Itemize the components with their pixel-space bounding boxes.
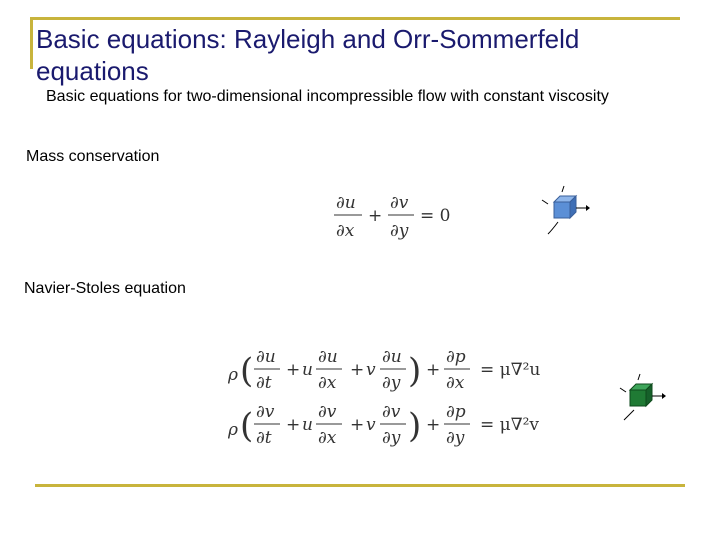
svg-text:= 0: = 0: [420, 206, 451, 226]
svg-text:∂x: ∂x: [446, 373, 465, 393]
svg-text:v: v: [366, 360, 376, 380]
svg-text:∂x: ∂x: [318, 373, 337, 393]
svg-text:u: u: [302, 360, 313, 380]
svg-text:= μ∇²v: = μ∇²v: [480, 415, 539, 435]
svg-text:+: +: [350, 360, 365, 380]
navier-stokes-equations: [228, 342, 568, 460]
svg-text:∂v: ∂v: [318, 402, 337, 422]
svg-text:+: +: [286, 360, 301, 380]
svg-text:∂y: ∂y: [446, 428, 465, 448]
navier-stokes-label: Navier-Stoles equation: [24, 280, 186, 297]
svg-text:∂v: ∂v: [382, 402, 401, 422]
svg-text:+: +: [350, 415, 365, 435]
slide-title: Basic equations: Rayleigh and Orr-Sommerfeld equations: [36, 24, 580, 86]
svg-text:∂t: ∂t: [256, 428, 272, 448]
svg-text:∂x: ∂x: [336, 221, 355, 241]
svg-text:+: +: [426, 360, 441, 380]
svg-text:∂v: ∂v: [256, 402, 275, 422]
slide-subtitle: Basic equations for two-dimensional incompressible flow with constant viscosity: [46, 88, 609, 105]
svg-text:+: +: [426, 415, 441, 435]
svg-text:+: +: [368, 206, 383, 226]
svg-text:∂y: ∂y: [382, 373, 401, 393]
svg-text:∂y: ∂y: [382, 428, 401, 448]
svg-text:∂x: ∂x: [318, 428, 337, 448]
svg-text:(: (: [240, 351, 254, 391]
svg-text:v: v: [366, 415, 376, 435]
svg-text:): ): [408, 406, 422, 446]
svg-text:∂y: ∂y: [390, 221, 409, 241]
svg-text:u: u: [302, 415, 313, 435]
blue-cube-icon: [538, 182, 594, 238]
svg-text:∂p: ∂p: [446, 402, 466, 422]
svg-text:∂u: ∂u: [336, 193, 356, 213]
svg-text:(: (: [240, 406, 254, 446]
svg-text:ρ: ρ: [228, 365, 238, 385]
svg-text:∂v: ∂v: [390, 193, 409, 213]
svg-text:ρ: ρ: [228, 420, 238, 440]
svg-text:∂t: ∂t: [256, 373, 272, 393]
svg-text:∂u: ∂u: [256, 347, 276, 367]
frame-top-line: [30, 17, 680, 20]
frame-left-line: [30, 17, 33, 69]
frame-bottom-line: [35, 484, 685, 487]
svg-text:∂p: ∂p: [446, 347, 466, 367]
mass-conservation-label: Mass conservation: [26, 148, 160, 165]
svg-text:∂u: ∂u: [382, 347, 402, 367]
svg-text:∂u: ∂u: [318, 347, 338, 367]
green-cube-icon: [618, 372, 670, 424]
mass-conservation-equation: [332, 188, 462, 246]
svg-text:): ): [408, 351, 422, 391]
svg-text:= μ∇²u: = μ∇²u: [480, 360, 541, 380]
svg-text:+: +: [286, 415, 301, 435]
